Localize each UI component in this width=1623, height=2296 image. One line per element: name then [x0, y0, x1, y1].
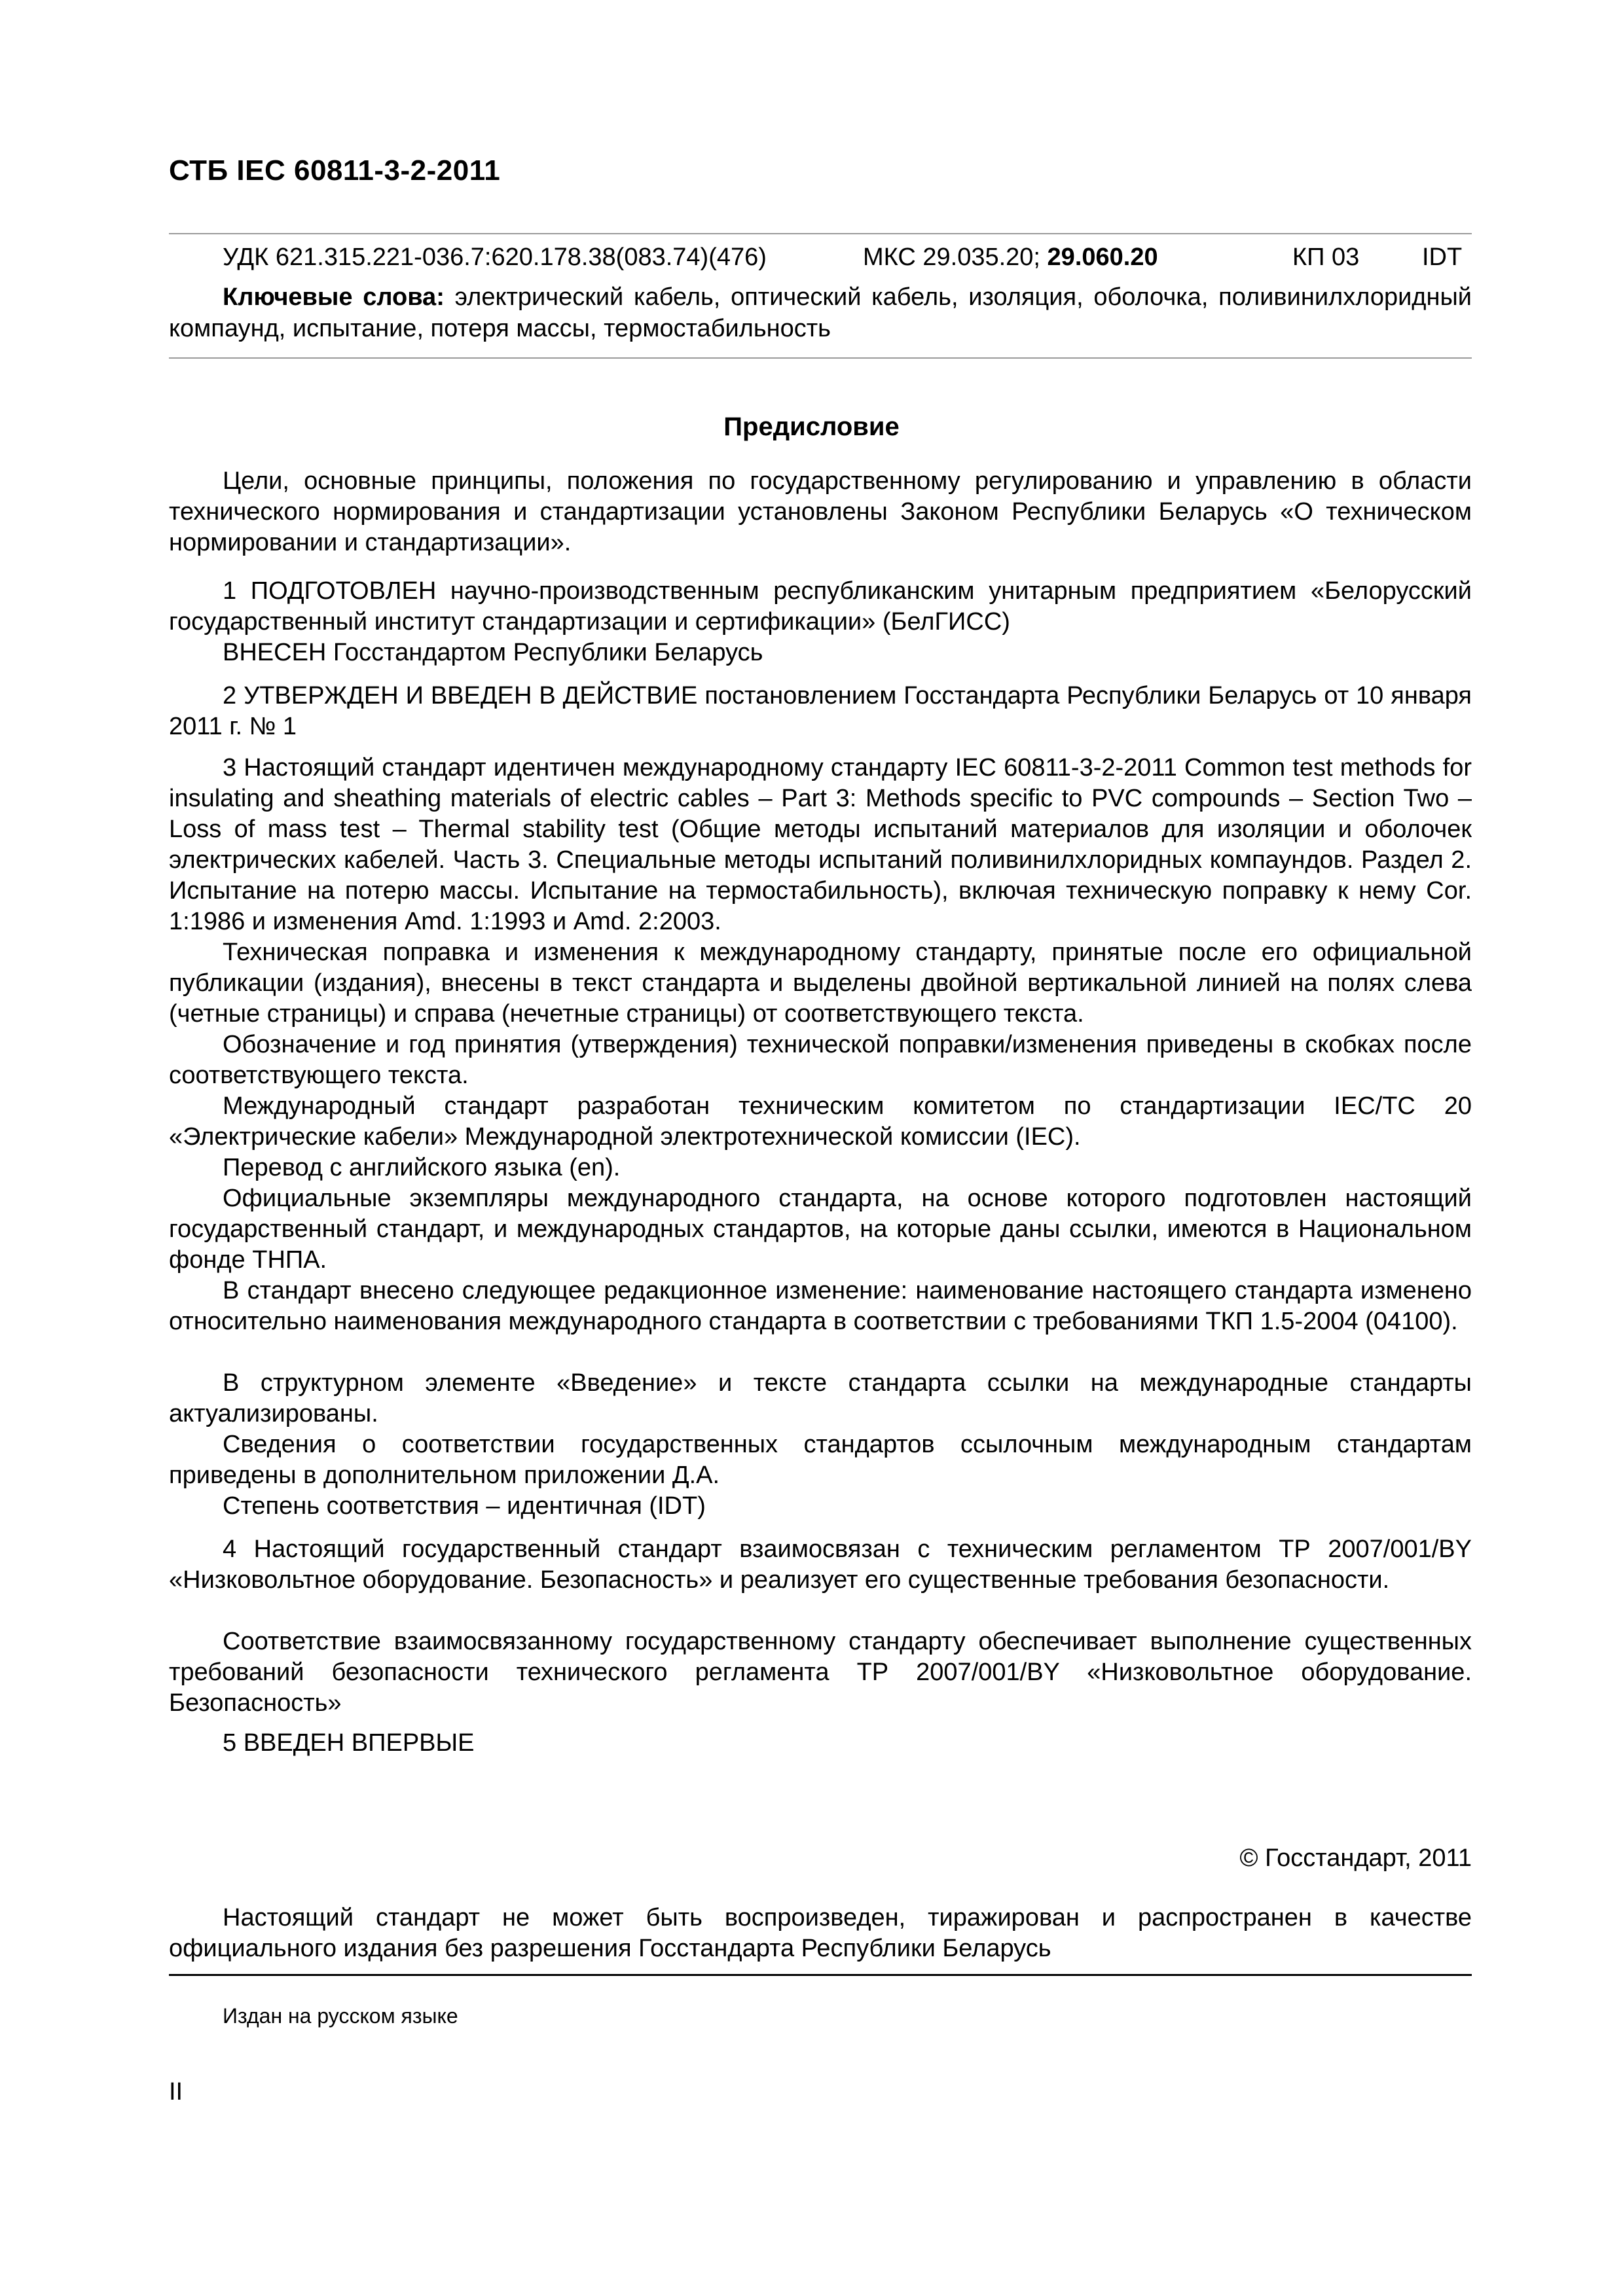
preface-item-4: 4 Настоящий государственный стандарт взаимосвязан с техническим регламентом ТР 2007/001/BY «Низковольтное оборудование. Безопасность» и реализует его существенные требования безопасности.: [169, 1535, 1472, 1594]
udk-code: УДК 621.315.221-036.7:620.178.38(083.74)(476): [223, 243, 767, 271]
preface-item-2: 2 УТВЕРЖДЕН И ВВЕДЕН В ДЕЙСТВИЕ постановлением Госстандарта Республики Беларусь от 10 января 2011 г. № 1: [169, 682, 1472, 740]
footer-divider: [169, 1974, 1472, 1976]
header-divider: [169, 233, 1472, 234]
keywords-text: электрический кабель, оптический кабель, изоляция, оболочка, поливинилхлоридный компаунд, испытание, потеря массы, термостабильность: [169, 283, 1472, 342]
reproduction-notice: Настоящий стандарт не может быть воспроизведен, тиражирован и распространен в качестве официального издания без разрешения Госстандарта Республики Беларусь: [169, 1904, 1472, 1962]
preface-item-3-committee: Международный стандарт разработан техническим комитетом по стандартизации IEC/TC 20 «Электрические кабели» Международной электротехнической комиссии (IEC).: [169, 1092, 1472, 1151]
preface-item-3-translation: Перевод с английского языка (en).: [223, 1154, 621, 1181]
keywords-label: Ключевые слова:: [223, 283, 445, 311]
preface-item-5: 5 ВВЕДЕН ВПЕРВЫЕ: [223, 1729, 475, 1757]
preface-item-3-annex: Сведения о соответствии государственных стандартов ссылочным международным стандартам приведены в дополнительном приложении Д.А.: [169, 1431, 1472, 1489]
preface-item-3-official-copies: Официальные экземпляры международного стандарта, на основе которого подготовлен настоящий государственный стандарт, и международных стандартов, на которые даны ссылки, имеются в Национальном фонде ТНПА.: [169, 1185, 1472, 1274]
preface-item-3-degree: Степень соответствия – идентичная (IDT): [223, 1492, 706, 1520]
mks-bold-code: 29.060.20: [1047, 243, 1158, 271]
kp-code: КП 03: [1292, 243, 1360, 271]
standard-code-header: СТБ IEC 60811-3-2-2011: [169, 154, 501, 187]
preface-item-3: 3 Настоящий стандарт идентичен международному стандарту IEC 60811-3-2-2011 Common test methods for insulating and sheathing materials of electric cables – Part 3: Methods specific to PVC compounds – Section Two – Loss of mass test – Thermal stability test (Общие методы испытаний материалов для изоляции и оболочек электрических кабелей. Часть 3. Специальные методы испытаний поливинилхлоридных компаундов. Раздел 2. Испытание на потерю массы. Испытание на термостабильность), включая техническую поправку к нему Cor. 1:1986 и изменения Amd. 1:1993 и Amd. 2:2003.: [169, 754, 1472, 935]
classification-line: [223, 243, 1472, 275]
preface-item-3-editorial: В стандарт внесено следующее редакционное изменение: наименование настоящего стандарта изменено относительно наименования международного стандарта в соответствии с требованиями ТКП 1.5-2004 (04100).: [169, 1277, 1472, 1335]
preface-title: Предисловие: [723, 412, 900, 441]
copyright-line: © Госстандарт, 2011: [1239, 1844, 1472, 1872]
language-note: Издан на русском языке: [223, 2004, 458, 2028]
preface-item-3-designation: Обозначение и год принятия (утверждения) технической поправки/изменения приведены в скобках после соответствующего текста.: [169, 1031, 1472, 1089]
mks-prefix: МКС 29.035.20;: [863, 243, 1040, 271]
page-number: II: [169, 2078, 183, 2106]
preface-item-3-amendments: Техническая поправка и изменения к международному стандарту, принятые после его официальной публикации (издания), внесены в текст стандарта и выделены двойной вертикальной линией на полях слева (четные страницы) и справа (нечетные страницы) от соответствующего текста.: [169, 939, 1472, 1028]
keywords-divider: [169, 357, 1472, 359]
preface-item-4-compliance: Соответствие взаимосвязанному государственному стандарту обеспечивает выполнение существенных требований безопасности технического регламента ТР 2007/001/BY «Низковольтное оборудование. Безопасность»: [169, 1628, 1472, 1717]
preface-item-3-references: В структурном элементе «Введение» и тексте стандарта ссылки на международные стандарты актуализированы.: [169, 1369, 1472, 1427]
preface-item-1: 1 ПОДГОТОВЛЕН научно-производственным республиканским унитарным предприятием «Белорусский государственный институт стандартизации и сертификации» (БелГИСС): [169, 577, 1472, 636]
keywords-block: [169, 281, 1472, 344]
idt-code: IDT: [1422, 243, 1463, 271]
preface-intro: Цели, основные принципы, положения по государственному регулированию и управлению в области технического нормирования и стандартизации установлены Законом Республики Беларусь «О техническом нормировании и стандартизации».: [169, 467, 1472, 556]
preface-item-1-submitted: ВНЕСЕН Госстандартом Республики Беларусь: [223, 639, 763, 666]
mks-code: [863, 243, 1158, 272]
